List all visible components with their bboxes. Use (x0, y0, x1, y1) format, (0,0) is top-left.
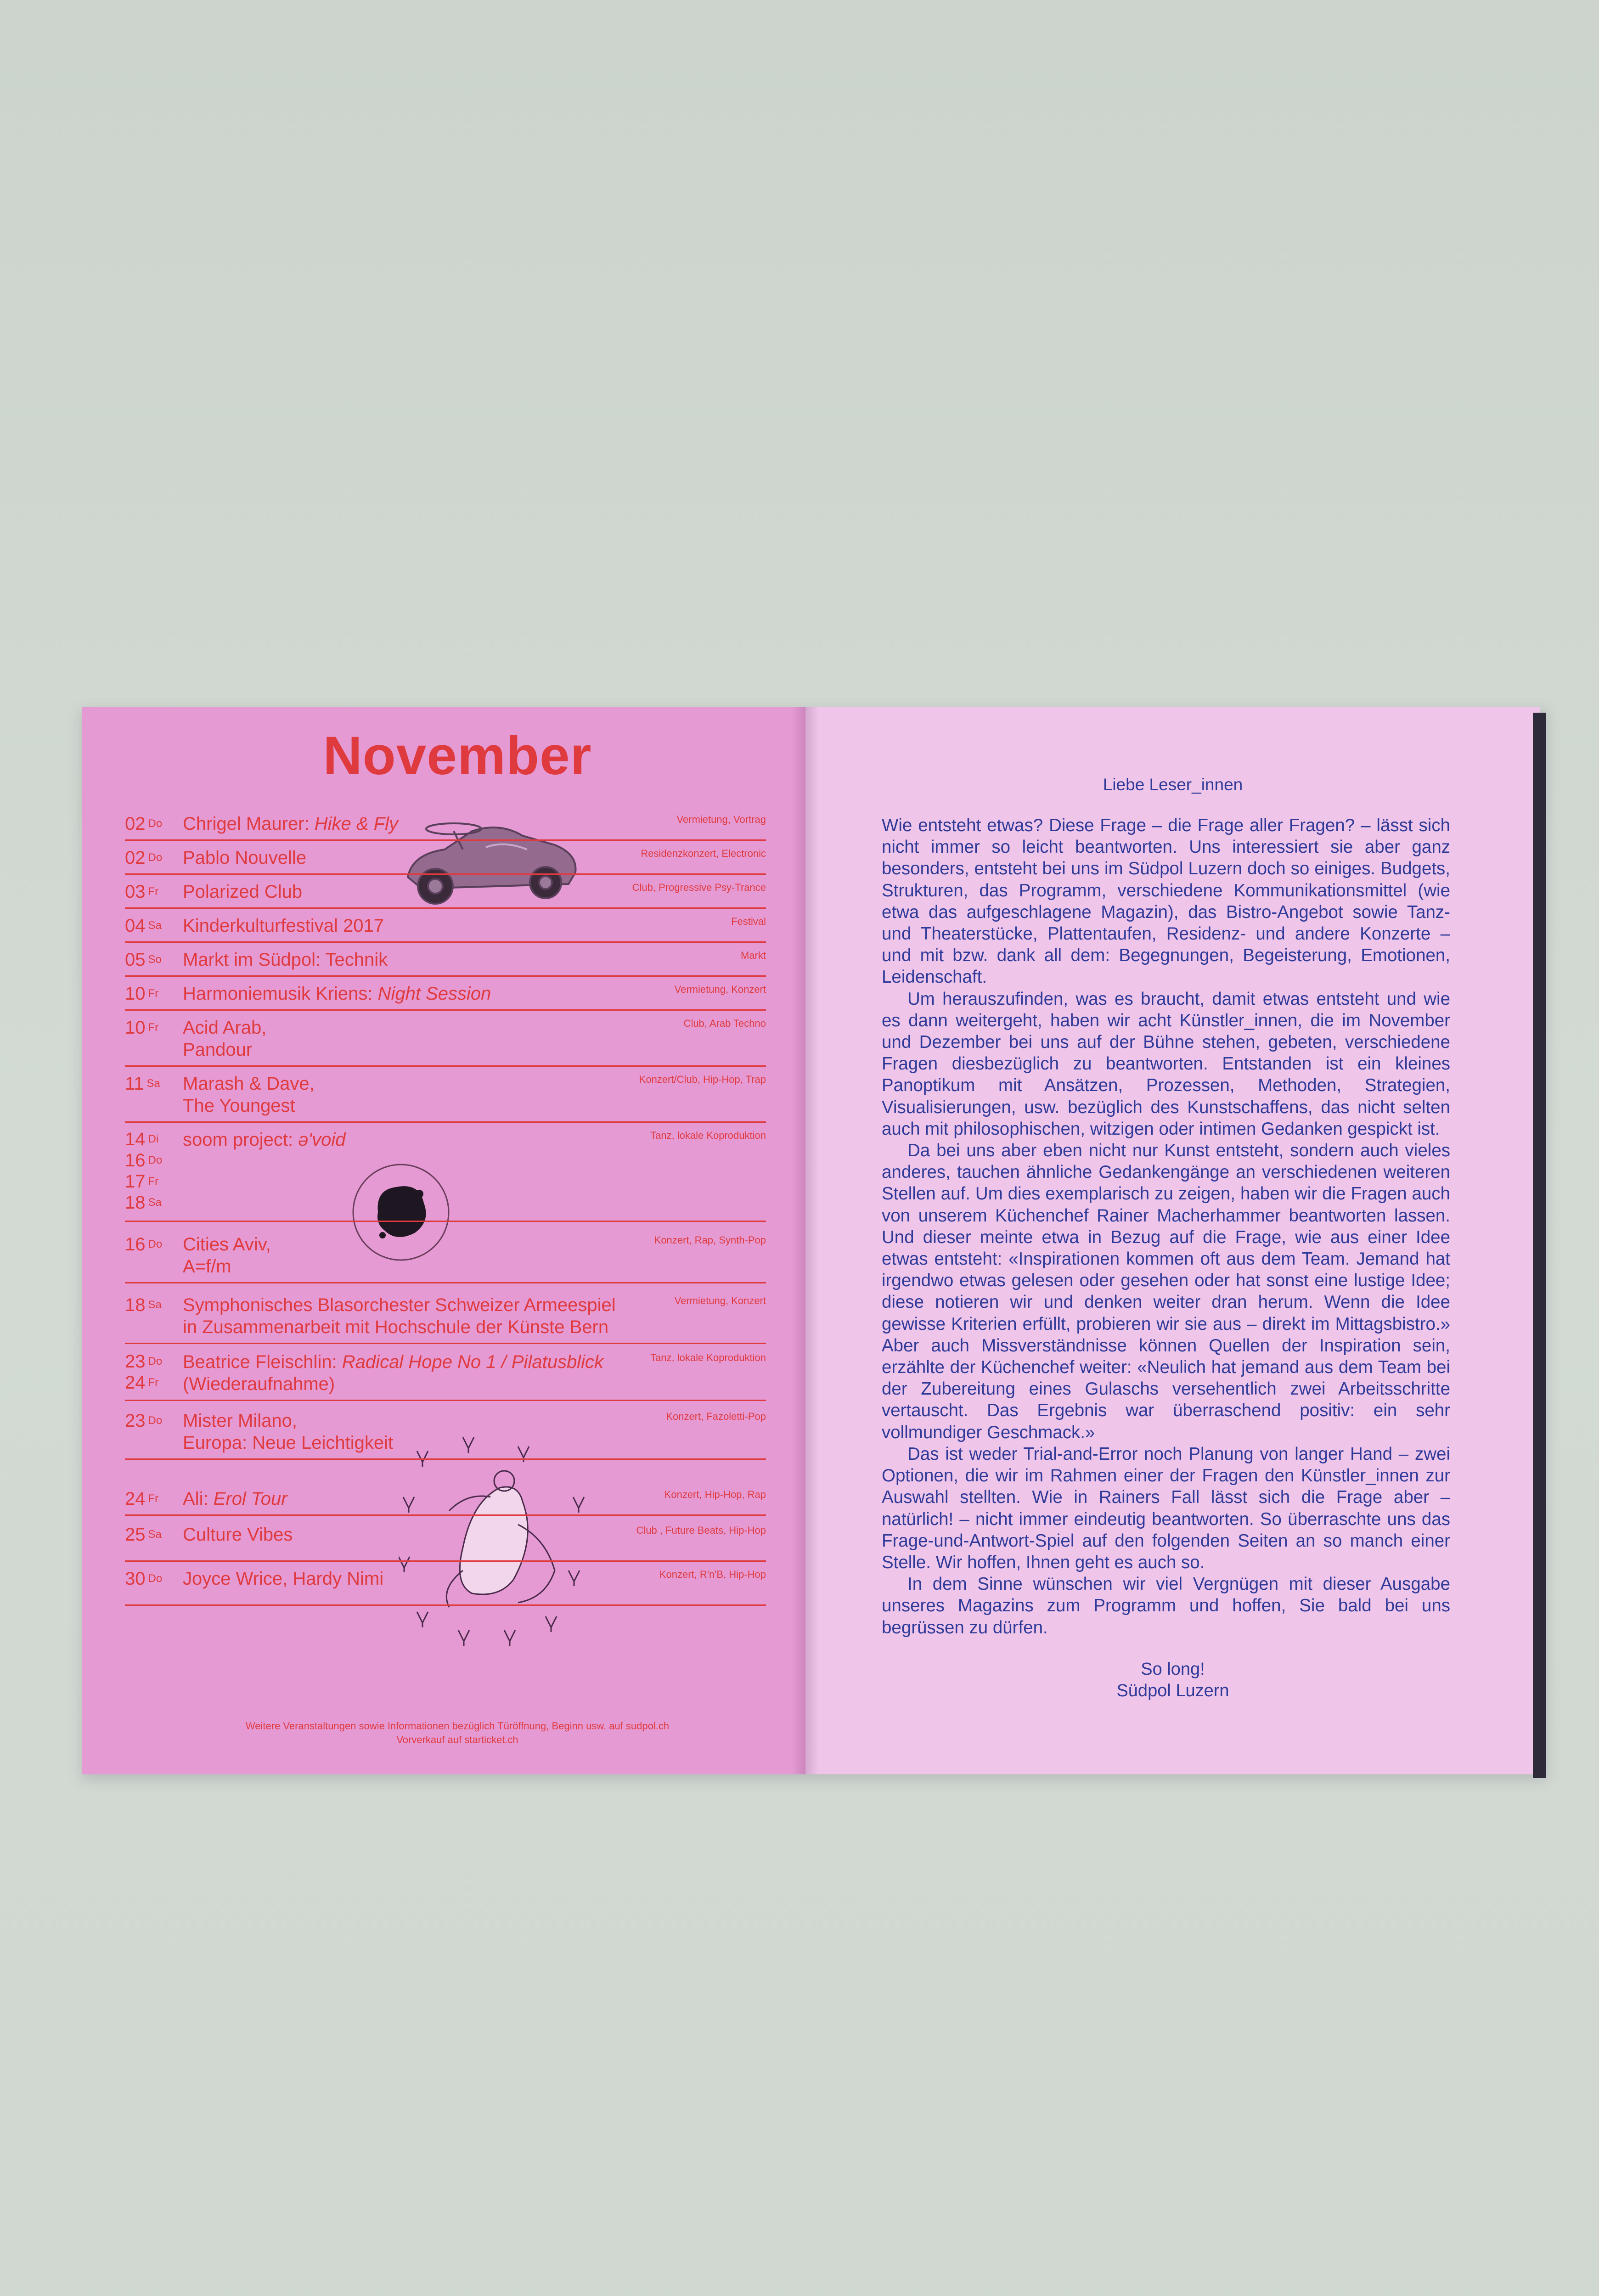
event-title: Joyce Wrice, Hardy Nimi (183, 1569, 384, 1589)
event-title: Symphonisches Blasorchester Schweizer Armeespiel in Zusammenarbeit mit Hochschule der Künste Bern (183, 1295, 616, 1337)
event-date: 11 $^{Sa}$ (125, 1074, 160, 1094)
event-title: Harmoniemusik Kriens: Night Session (183, 984, 491, 1004)
event-row[interactable] (125, 1294, 766, 1344)
event-date: 10 $^{Fr}$ (125, 1018, 159, 1038)
event-row[interactable] (125, 949, 766, 977)
back-cover-edge (1533, 713, 1546, 1778)
event-title: Mister Milano, Europa: Neue Leichtigkeit (183, 1411, 394, 1453)
event-category: Tanz, lokale Koproduktion (650, 1352, 766, 1363)
event-row[interactable] (125, 881, 766, 909)
paragraph: Da bei uns aber eben nicht nur Kunst entsteht, sondern auch vieles anderes, tauchen ähnliche Gedankengänge an verschiedenen weiteren Stellen auf. Um dies exemplarisch zu zeigen, haben wir die Fragen auch von unserem Küchenchef Rainer Macherhammer beantworten lassen. Und dieser meinte etwa in Bezug auf die Frage, wie aus einer Idee etwas entsteht: «Inspirationen kommen oft aus dem Team. Jemand hat irgendwo etwas gelesen oder gesehen oder hat sonst eine lustige Idee; diese notieren wir und denken weiter dran herum. Wenn die Idee gewisse Kriterien erfüllt, probieren wir sie aus – direkt im Mittagsbistro.» Aber auch Missverständnisse können Quellen der Inspiration sein, erzählte der Küchenchef weiter: «Neulich hat jemand aus dem Team bei der Zubereitung eines Gulaschs versehentlich zwei Arbeitsschritte vertauscht. Das Ergebnis war überraschend positiv: ein sehr vollmundiger Geschmack.» (882, 1141, 1450, 1442)
paragraph: Um herauszufinden, was es braucht, damit etwas entsteht und wie es dann weitergeht, haben wir acht Künstler_innen, die im November und Dezember bei uns auf der Bühne stehen, gebeten, verschiedene Fragen diesbezüglich zu beantworten. Entstanden ist ein kleines Panoptikum mit Ansätzen, Prozessen, Methoden, Strategien, Visualisierungen, usw. bezüglich des Kunstschaffens, das nicht selten auch mit philosophischen, witzigen oder intimen Gedanken gespickt ist. (882, 989, 1450, 1139)
event-title: Polarized Club (183, 882, 303, 902)
event-category: Konzert, R'n'B, Hip-Hop (659, 1569, 766, 1580)
event-category: Club, Progressive Psy-Trance (632, 882, 766, 893)
event-date: 25 $^{Sa}$ (125, 1525, 162, 1545)
event-date: 05 $^{So}$ (125, 950, 162, 970)
event-row[interactable] (125, 1129, 766, 1222)
paragraph: Wie entsteht etwas? Diese Frage – die Frage aller Fragen? – lässt sich nicht immer so leicht beantworten. Uns interessiert sie aber ganz besonders, entsteht bei uns im Südpol Luzern doch so einiges. Budgets, Strukturen, das Programm, verschiedene Kommunikationsmittel (wie etwa das aufgeschlagene Magazin), das Bistro-Angebot sowie Tanz- und Theaterstücke, Plattentaufen, Residenz- und andere Konzerte – und mit bzw. dank all dem: Begegnungen, Begeisterung, Emotionen, Leidenschaft. (882, 816, 1450, 987)
event-category: Markt (741, 950, 766, 961)
event-category: Residenzkonzert, Electronic (641, 848, 766, 859)
event-title: Culture Vibes (183, 1525, 293, 1545)
event-date: 24 $^{Fr}$ (125, 1489, 159, 1509)
event-row[interactable] (125, 1410, 766, 1460)
event-category: Konzert/Club, Hip-Hop, Trap (639, 1074, 766, 1085)
event-date: 04 $^{Sa}$ (125, 916, 162, 936)
closing-line: So long! (1141, 1660, 1205, 1679)
event-title: Beatrice Fleischlin: Radical Hope No 1 / Pilatusblick (Wiederaufnahme) (183, 1352, 603, 1394)
event-row[interactable] (125, 915, 766, 943)
event-category: Konzert, Rap, Synth-Pop (654, 1234, 766, 1246)
month-title: November (323, 726, 592, 786)
event-row[interactable] (125, 1524, 766, 1562)
event-row[interactable] (125, 1351, 766, 1401)
footer-line: Weitere Veranstaltungen sowie Informationen bezüglich Türöffnung, Beginn usw. auf sudpol.ch (245, 1720, 670, 1732)
event-title: Kinderkulturfestival 2017 (183, 916, 384, 936)
event-row[interactable] (125, 1488, 766, 1516)
paragraph: Das ist weder Trial-and-Error noch Planung von langer Hand – zwei Optionen, die wir im Rahmen einer der Fragen den Künstler_innen zur Auswahl stellten. Wie in Rainers Fall lässt sich die Frage aber – natürlich! – nicht immer eindeutig beantworten. So überraschte uns das Frage-und-Antwort-Spiel auf den folgenden Seiten an so manch einer Stelle. Wir hoffen, Ihnen geht es auch so. (882, 1444, 1450, 1572)
editorial-body (882, 815, 1450, 1638)
event-category: Vermietung, Vortrag (676, 814, 766, 825)
event-category: Tanz, lokale Koproduktion (650, 1130, 766, 1141)
event-row[interactable] (125, 1017, 766, 1067)
footer-line: Vorverkauf auf starticket.ch (396, 1734, 518, 1745)
event-category: Club , Future Beats, Hip-Hop (636, 1525, 766, 1536)
event-row[interactable] (125, 1233, 766, 1283)
event-date: 03 $^{Fr}$ (125, 882, 159, 902)
event-row[interactable] (125, 847, 766, 875)
event-category: Club, Arab Techno (683, 1018, 766, 1029)
salutation: Liebe Leser_innen (1103, 775, 1243, 794)
paragraph: In dem Sinne wünschen wir viel Vergnügen mit dieser Ausgabe unseres Magazins zum Programm und hoffen, Sie bald bei uns begrüssen zu dürfen. (882, 1574, 1450, 1638)
event-category: Vermietung, Konzert (674, 1295, 766, 1306)
event-date: 18 $^{Sa}$ (125, 1295, 162, 1315)
event-title: Cities Aviv, A=f/m (183, 1234, 271, 1277)
event-date: 30 $^{Do}$ (125, 1569, 163, 1589)
event-date: 02 $^{Do}$ (125, 814, 163, 834)
event-date: 23 $^{Do}$ (125, 1411, 163, 1431)
event-category: Festival (731, 916, 766, 927)
closing (805, 1659, 1540, 1702)
event-title: Ali: Erol Tour (183, 1489, 287, 1509)
spine-gutter (792, 707, 819, 1774)
event-dates: 14 $^{Di}$ 16 $^{Do}$ 17 $^{Fr}$ 18 $^{Sa}$ (125, 1129, 163, 1213)
right-page-editorial (805, 707, 1540, 1774)
event-row[interactable] (125, 1568, 766, 1606)
event-title: Marash & Dave, The Youngest (183, 1074, 315, 1116)
event-date: 16 $^{Do}$ (125, 1234, 163, 1255)
event-title: Acid Arab, Pandour (183, 1018, 267, 1060)
event-row[interactable] (125, 1073, 766, 1123)
event-title: Markt im Südpol: Technik (183, 950, 388, 970)
event-title: Pablo Nouvelle (183, 848, 307, 868)
event-title: soom project: ə'void (183, 1130, 346, 1150)
event-dates: 23 $^{Do}$ 24 $^{Fr}$ (125, 1351, 163, 1393)
event-category: Konzert, Fazoletti-Pop (666, 1411, 766, 1422)
event-category: Vermietung, Konzert (674, 984, 766, 995)
left-page-program (82, 707, 805, 1774)
signature: Südpol Luzern (1116, 1681, 1229, 1700)
event-date: 02 $^{Do}$ (125, 848, 163, 868)
event-row[interactable] (125, 983, 766, 1011)
program-footer (82, 1719, 805, 1747)
event-category: Konzert, Hip-Hop, Rap (664, 1489, 766, 1500)
event-date: 10 $^{Fr}$ (125, 984, 159, 1004)
event-row[interactable] (125, 813, 766, 841)
event-title: Chrigel Maurer: Hike & Fly (183, 814, 399, 834)
